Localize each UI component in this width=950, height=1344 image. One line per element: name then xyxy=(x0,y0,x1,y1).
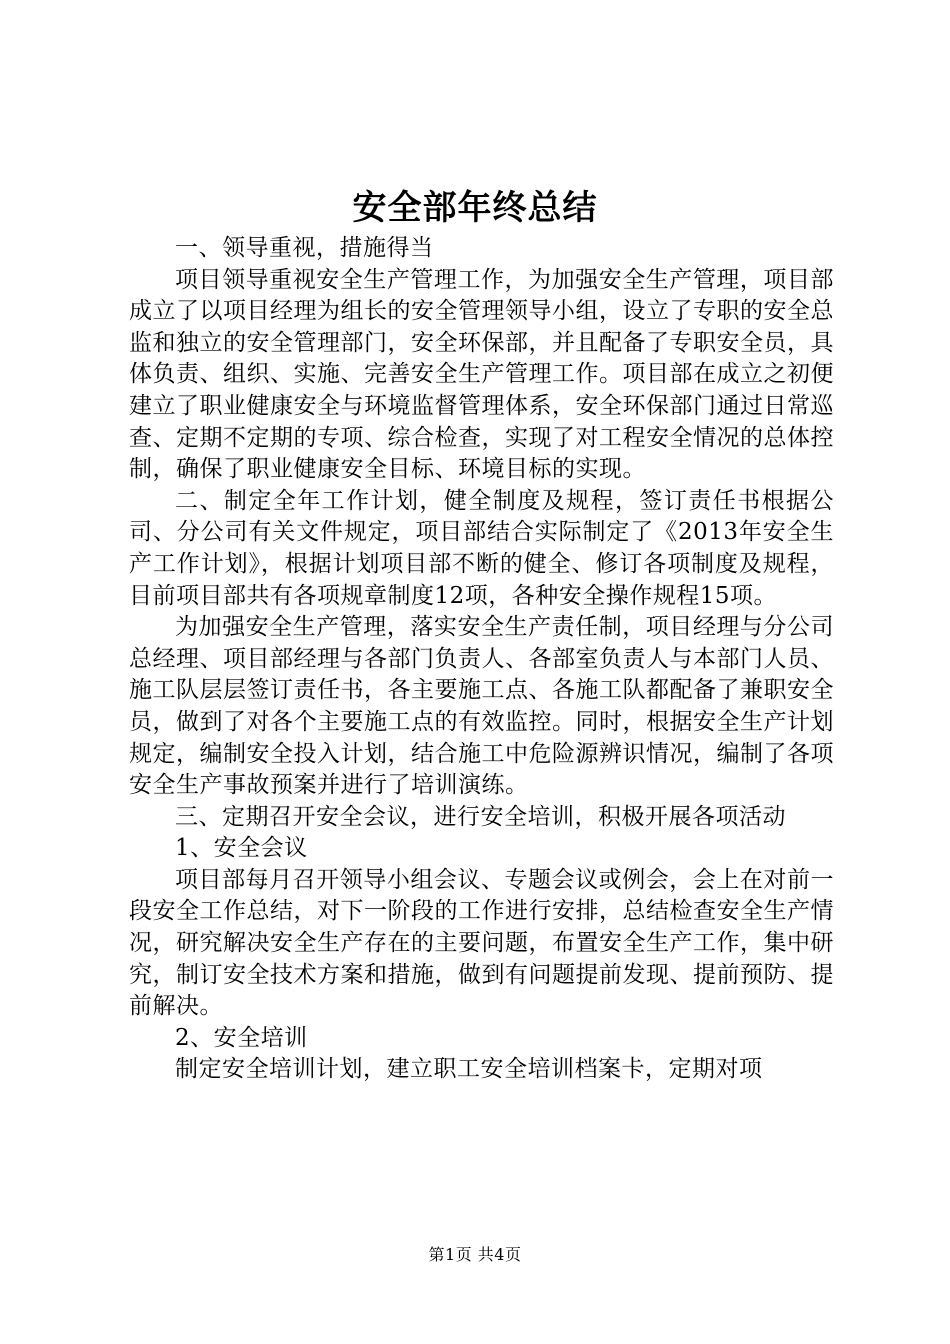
section-heading-1: 一、领导重视，措施得当 xyxy=(175,235,434,261)
paragraph-responsibility: 为加强安全生产管理，落实安全生产责任制，项目经理与分公司总经理、项目部经理与各部门负责人、各部室负责人与本部门人员、施工队层层签订责任书，各主要施工点、各施工队都配备了兼职安全员，做到了对各个主要施工点的有效监控。同时，根据安全生产计划规定，编制安全投入计划，结合施工中危险源辨识情况，编制了各项安全生产事故预案并进行了培训演练。 xyxy=(129,614,834,799)
section-heading-3: 三、定期召开安全会议，进行安全培训，积极开展各项活动 xyxy=(175,803,786,830)
subheading-safety-training: 2、安全培训 xyxy=(175,1024,308,1051)
document-title: 安全部年终总结 xyxy=(352,188,598,228)
paragraph-safety-training: 制定安全培训计划，建立职工安全培训档案卡，定期对项 xyxy=(175,1056,763,1083)
page-footer: 第1页 共4页 xyxy=(428,1245,522,1264)
paragraph-work-plan: 二、制定全年工作计划，健全制度及规程，签订责任书根据公司、分公司有关文件规定，项目部结合实际制定了《2013年安全生产工作计划》，根据计划项目部不断的健全、修订各项制度及规程，目前项目部共有各项规章制度12项，各种安全操作规程15项。 xyxy=(129,487,834,609)
paragraph-safety-meeting: 项目部每月召开领导小组会议、专题会议或例会，会上在对前一段安全工作总结，对下一阶段的工作进行安排，总结检查安全生产情况，研究解决安全生产存在的主要问题，布置安全生产工作，集中研究，制订安全技术方案和措施，做到有问题提前发现、提前预防、提前解决。 xyxy=(129,866,834,1020)
document-body xyxy=(129,233,834,1086)
paragraph-leadership: 项目领导重视安全生产管理工作，为加强安全生产管理，项目部成立了以项目经理为组长的安全管理领导小组，设立了专职的安全总监和独立的安全管理部门，安全环保部，并且配备了专职安全员，具体负责、组织、实施、完善安全生产管理工作。项目部在成立之初便建立了职业健康安全与环境监督管理体系，安全环保部门通过日常巡查、定期不定期的专项、综合检查，实现了对工程安全情况的总体控制，确保了职业健康安全目标、环境目标的实现。 xyxy=(129,266,834,483)
subheading-safety-meeting: 1、安全会议 xyxy=(175,835,308,862)
